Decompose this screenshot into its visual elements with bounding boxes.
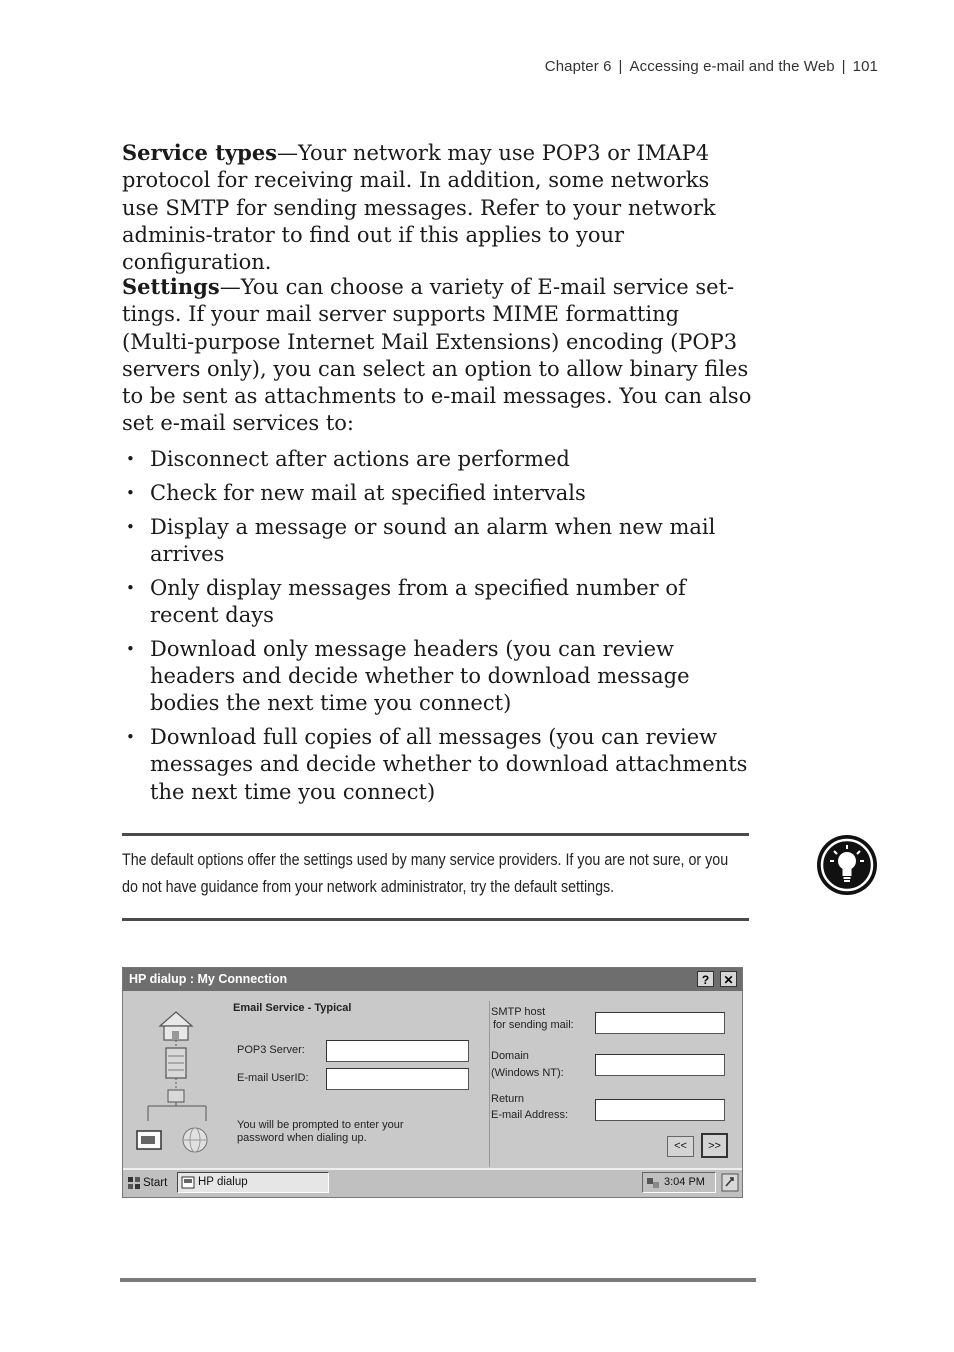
list-item-text: Check for new mail at specified intervals	[150, 480, 586, 505]
system-tray	[642, 1172, 716, 1193]
list-item	[122, 446, 752, 473]
smtp-host-input[interactable]	[595, 1012, 725, 1034]
list-item	[122, 575, 752, 630]
list-item	[122, 724, 752, 806]
paragraph-lead: Service types	[122, 140, 277, 165]
smtp-host-label-line2: for sending mail:	[493, 1019, 574, 1031]
email-userid-label: E-mail UserID:	[237, 1072, 309, 1084]
bullet-icon: •	[126, 728, 135, 747]
house-icon	[160, 1012, 192, 1040]
dialup-screenshot	[122, 967, 743, 1198]
domain-label-line1: Domain	[491, 1050, 529, 1062]
list-item-text: Display a message or sound an alarm when new mail arrives	[150, 514, 716, 566]
chapter-title: Accessing e-mail and the Web	[629, 58, 835, 75]
return-address-label-line2: E-mail Address:	[491, 1109, 569, 1121]
tip-top-rule	[122, 833, 749, 836]
domain-input[interactable]	[595, 1054, 725, 1076]
close-button[interactable]: ✕	[720, 971, 737, 987]
tip-bottom-rule	[122, 918, 749, 921]
paragraph-lead: Settings	[122, 274, 220, 299]
list-item	[122, 636, 752, 718]
taskbar-item-hp-dialup[interactable]	[177, 1172, 329, 1193]
bullet-icon: •	[126, 483, 135, 502]
connection-tray-icon[interactable]	[646, 1176, 660, 1189]
paragraph-text: —You can choose a variety of E-mail service set-tings. If your mail server supports MIME formatting (Multi-purpose Internet Mail Extensions) encoding (POP3 servers only), you can select an option to allow binary files to be sent as attachments to e-mail messages. You can also set e-mail services to:	[122, 275, 752, 436]
start-button[interactable]	[125, 1173, 171, 1193]
list-item-text: Download only message headers (you can review headers and decide whether to download message bodies the next time you connect)	[150, 636, 690, 716]
window-titlebar	[123, 968, 742, 991]
list-item	[122, 480, 752, 507]
page-number: 101	[852, 58, 878, 75]
bullet-icon: •	[126, 450, 135, 468]
pop3-server-input[interactable]	[326, 1040, 469, 1062]
taskbar-item-label: HP dialup	[198, 1176, 248, 1188]
domain-label-line2: (Windows NT):	[491, 1067, 564, 1079]
dialup-app-icon	[181, 1176, 195, 1189]
tip-text: The default options offer the settings used by many service providers. If you are not sure, or you do not have guidance from your network administrator, try the default settings.	[122, 850, 729, 896]
clock: 3:04 PM	[664, 1176, 705, 1188]
pop3-server-label: POP3 Server:	[237, 1044, 305, 1056]
email-userid-input[interactable]	[326, 1068, 469, 1090]
settings-bullet-list	[122, 446, 752, 813]
bullet-icon: •	[126, 639, 135, 658]
list-item-text: Only display messages from a specified number of recent days	[150, 575, 686, 627]
running-header	[545, 58, 878, 75]
back-button[interactable]: <<	[667, 1136, 694, 1157]
next-button[interactable]: >>	[701, 1133, 728, 1158]
smtp-host-label-line1: SMTP host	[491, 1006, 546, 1018]
show-desktop-icon[interactable]	[721, 1173, 739, 1192]
server-icon	[166, 1048, 186, 1078]
email-service-heading: Email Service - Typical	[233, 1002, 352, 1014]
lightbulb-icon	[814, 834, 880, 896]
paragraph-service-types	[122, 139, 752, 276]
return-address-input[interactable]	[595, 1099, 725, 1121]
list-item-text: Download full copies of all messages (you can review messages and decide whether to download attachments the next time you connect)	[150, 725, 748, 804]
chapter-label: Chapter 6	[544, 58, 612, 75]
bullet-icon: •	[126, 517, 135, 536]
network-illustration	[133, 1006, 223, 1166]
globe-icon	[183, 1128, 207, 1152]
header-separator: |	[618, 58, 623, 75]
handheld-icon	[137, 1131, 161, 1149]
bullet-icon: •	[126, 578, 135, 597]
header-separator: |	[841, 58, 846, 75]
password-prompt-note: You will be prompted to enter your password when dialing up.	[237, 1119, 404, 1144]
paragraph-text: —Your network may use POP3 or IMAP4 protocol for receiving mail. In addition, some networks use SMTP for sending messages. Refer to your network adminis-trator to find out if this applies to your configuration.	[122, 141, 716, 275]
network-icon	[148, 1090, 206, 1121]
list-item-text: Disconnect after actions are performed	[150, 447, 570, 471]
help-button[interactable]: ?	[697, 971, 714, 987]
window-title: HP dialup : My Connection	[129, 972, 288, 986]
return-address-label-line1: Return	[491, 1093, 525, 1105]
list-item	[122, 514, 752, 569]
page-bottom-rule	[120, 1278, 756, 1282]
start-label: Start	[143, 1177, 168, 1189]
taskbar	[123, 1168, 742, 1197]
column-divider	[489, 1001, 490, 1167]
paragraph-settings	[122, 273, 752, 438]
windows-logo-icon	[127, 1176, 141, 1190]
